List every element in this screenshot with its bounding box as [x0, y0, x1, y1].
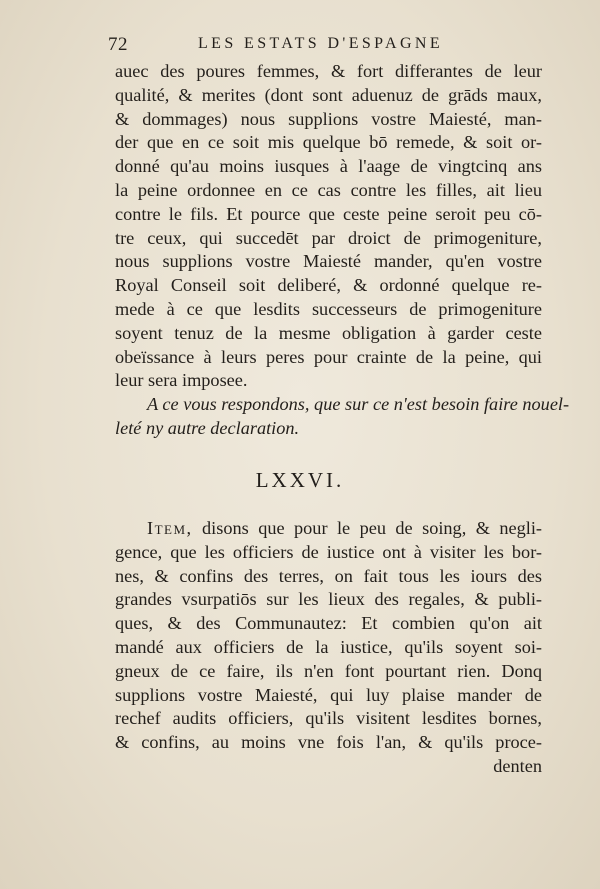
- text-line: obeïssance à leurs peres pour crainte de la peine, qui: [115, 346, 542, 367]
- text-line: nous supplions vostre Maiesté mander, qu'en vostre: [115, 251, 542, 272]
- text-line: tre ceux, qui succedēt par droict de primogeniture,: [115, 227, 542, 248]
- text-line: nes, & confins des terres, on fait tous les iours des: [115, 565, 542, 586]
- paragraph-1: [115, 60, 570, 441]
- text-line: [115, 517, 542, 541]
- catchword: denten: [493, 755, 542, 776]
- page-header: [108, 32, 548, 58]
- text-line: supplions vostre Maiesté, qui luy plaise mander de: [115, 684, 542, 705]
- text-line: & confins, au moins vne fois l'an, & qu'ils proce-: [115, 732, 542, 753]
- text-line: contre le fils. Et pource que ceste peine seroit peu cō-: [115, 203, 542, 224]
- page-number: 72: [108, 34, 128, 55]
- text-line: grandes vsurpatiōs sur les lieux des regales, & publi-: [115, 589, 542, 610]
- paragraph-2: [115, 517, 542, 779]
- text-line: & dommages) nous supplions vostre Maiesté, man-: [115, 108, 542, 129]
- text-line: donné qu'au moins iusques à l'aage de vingtcinq ans: [115, 156, 542, 177]
- reply-line: leté ny autre declaration.: [115, 417, 300, 438]
- text-line-rest: disons que pour le peu de soing, & negli-: [192, 518, 542, 538]
- text-line: der que en ce soit mis quelque bō remede, & soit or-: [115, 132, 542, 153]
- text-line: ques, & des Communautez: Et combien qu'on ait: [115, 613, 542, 634]
- text-line: gneux de ce faire, ils n'en font pourtant rien. Donq: [115, 660, 542, 681]
- text-line: mede à ce que lesdits successeurs de primogeniture: [115, 298, 542, 319]
- text-line: auec des poures femmes, & fort differantes de leur: [115, 61, 542, 81]
- reply-line: A ce vous respondons, que sur ce n'est besoin faire nouel-: [147, 394, 570, 415]
- text-line: leur sera imposee.: [115, 370, 248, 391]
- text-line: gence, que les officiers de iustice ont à visiter les bor-: [115, 541, 542, 562]
- paragraph-lead-word: Item,: [147, 518, 193, 538]
- text-line: Royal Conseil soit deliberé, & ordonné quelque re-: [115, 275, 542, 296]
- text-line: mandé aux officiers de la iustice, qu'ils soyent soi-: [115, 636, 542, 657]
- running-head: LES ESTATS D'ESPAGNE: [198, 35, 444, 52]
- text-line: la peine ordonnee en ce cas contre les filles, ait lieu: [115, 179, 542, 200]
- section-number: LXXVI.: [255, 468, 345, 492]
- royal-reply: [115, 393, 570, 441]
- text-line: qualité, & merites (dont sont aduenuz de grāds maux,: [115, 84, 542, 105]
- text-line: rechef audits officiers, qu'ils visitent lesdites bornes,: [115, 708, 542, 729]
- text-line: soyent tenuz de la mesme obligation à garder ceste: [115, 322, 542, 343]
